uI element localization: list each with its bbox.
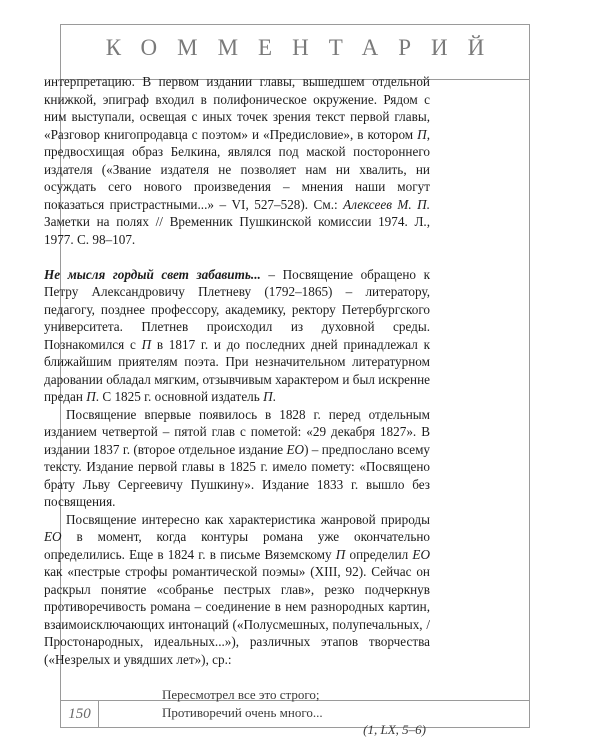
text-run: в 1817 г. и до последних дней принадлежал к ближайшим приятелям поэта. При незначительном литературном даровании обладал мягким, отзывчивым характером и был искренне предан [44,336,430,404]
text-run: , предвосхищая образ Белкина, являлся под маской постороннего издателя («Звание издателя не позволяет нам ни хвалить, ни осуждать сего нового произведения – мнения наши могут показаться пристрастными...» – VI, 527–528). См.: [44,126,430,212]
text-run-italic: ЕО [286,441,305,457]
header-title: КОММЕНТАРИЙ [105,35,505,60]
poem-line: Пересмотрел все это строго; [162,687,320,702]
paragraph-1 [44,73,430,248]
text-run-italic: П [141,336,152,352]
text-run-italic: П [417,126,427,142]
text-run: . С 1825 г. основной издатель [95,389,264,404]
text-run: ) – предпослано всему тексту. Издание первой главы в 1825 г. имело помету: «Посвящено брату Льву Сергеевичу Пушкину». Издание 1833 г. вышло без посвящения. [44,441,431,509]
running-header [61,25,529,80]
text-run: – Посвящение обращено к Петру Александровичу Плетневу (1792–1865) – литератору, педагогу, позднее профессору, академику, ректору Петербургского университета. Плетнев происходил из духовной среды. Познакомился с [44,266,430,352]
text-run: Заметки на полях // Временник Пушкинской комиссии 1974. Л., 1977. С. 98–107. [44,214,430,247]
text-run: как «пестрые строфы романтической поэмы» (XIII, 92). Сейчас он раскрыл понятие «собранье пестрых глав», резко подчеркнув противоречивость романа – соединение в нем разнородных картин, взаимоисключающих интонаций («Полусмешных, полупечальных, / Простонародных, идеальных...»), различных этапов творчества («Незрелых и увядших лет»), ср.: [44,564,430,667]
paragraph-4 [44,511,430,669]
lemma: Не мысля гордый свет забавить... [44,266,261,282]
text-run: . [272,389,276,404]
commentary-body [44,73,430,739]
author-name: Алексеев М. П. [343,196,430,212]
page-number: 150 [61,701,99,727]
poem-quote [44,686,430,739]
text-run: в момент, когда контуры романа уже окончательно определились. Еще в 1824 г. в письме Вяземскому [44,529,430,562]
text-run: интерпретацию. В первом издании главы, вышедшем отдельной книжкой, эпиграф входил в полифоническое окружение. Рядом с ним выступали, освещая с иных точек зрения текст первой главы, «Разговор книгопродавца с поэтом» и «Предисловие», в котором [44,74,430,142]
text-run-italic: П [335,546,346,562]
text-run: определил [345,546,413,562]
text-run: Посвящение впервые появилось в 1828 г. перед отдельным изданием четвертой – пятой глав с пометой: «29 декабря 1827». В издании 1837 г. (второе отдельное издание [44,406,430,457]
text-run-italic: ЕО [44,529,62,544]
paragraph-2 [44,266,430,406]
text-run-italic: ЕО [412,546,430,562]
text-run: Посвящение интересно как характеристика жанровой природы [66,511,430,527]
poem-line: Противоречий очень много... [162,704,323,720]
paragraph-3 [44,406,430,511]
text-run-italic: П [86,389,96,404]
poem-reference: (1, LX, 5–6) [363,722,426,737]
text-run-italic: П [263,389,273,404]
